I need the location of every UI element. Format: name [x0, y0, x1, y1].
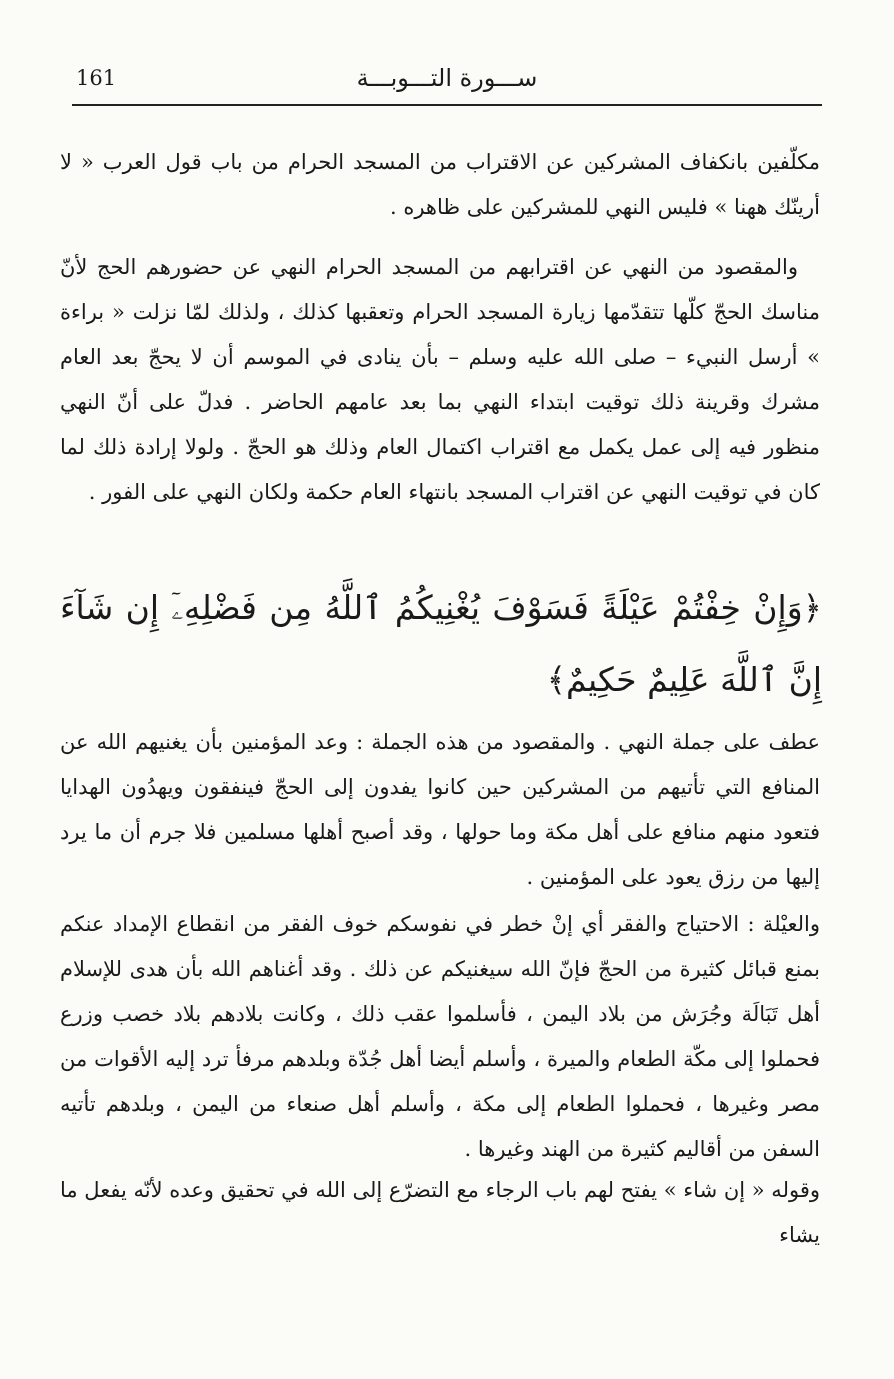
paragraph: والمقصود من النهي عن اقترابهم من المسجد الحرام النهي عن حضورهم الحج لأنّ مناسك الحجّ كلّها تتقدّمها زيارة المسجد الحرام وتعقبها كذلك ، ولذلك لمّا نزلت « براءة » أرسل النبيء – صلى الله عليه وسلم – بأن ينادى في الموسم أن لا يحجّ بعد العام مشرك وقرينة ذلك توقيت ابتداء النهي بما بعد عامهم الحاضر . فدلّ على أنّ النهي منظور فيه إلى عمل يكمل مع اقتراب اكتمال العام وذلك هو الحجّ . ولولا إرادة ذلك لما كان في توقيت النهي عن اقتراب المسجد بانتهاء العام حكمة ولكان النهي على الفور . — [60, 255, 820, 504]
paragraph: مكلّفين بانكفاف المشركين عن الاقتراب من المسجد الحرام من باب قول العرب « لا أرينّك ههنا » فليس النهي للمشركين على ظاهره . — [60, 150, 820, 219]
running-header — [76, 62, 818, 102]
header-rule — [72, 104, 822, 106]
quran-verse: ﴿وَإِنْ خِفْتُمْ عَيْلَةً فَسَوْفَ يُغْنِيكُمُ ٱللَّهُ مِن فَضْلِهِۦٓ إِن شَآءَ إِنَّ ٱللَّهَ عَلِيمٌ حَكِيمٌ﴾ — [60, 588, 822, 699]
page-number: 161 — [76, 66, 117, 90]
commentary-paragraph: وقوله « إن شاء » يفتح لهم باب الرجاء مع التضرّع إلى الله في تحقيق وعده لأنّه يفعل ما يشاء — [59, 1178, 820, 1247]
commentary-paragraph: والعيْلة : الاحتياج والفقر أي إنْ خطر في نفوسكم خوف الفقر من انقطاع الإمداد عنكم بمنع قبائل كثيرة من الحجّ فإنّ الله سيغنيكم عن ذلك . وقد أغناهم الله بأن هدى للإسلام أهل تَبَالَة وجُرَش من بلاد اليمن ، فأسلموا عقب ذلك ، وكانت بلادهم بلاد خصب وزرع فحملوا إلى مكّة الطعام والميرة ، وأسلم أيضا أهل جُدّة وبلدهم مرفأ ترد إليه الأقوات من مصر وغيرها ، فحملوا الطعام إلى مكة ، وأسلم أهل صنعاء من اليمن ، وبلدهم تأتيه السفن من أقاليم كثيرة من الهند وغيرها . — [60, 912, 820, 1161]
surah-title: ســـورة التـــوبـــة — [356, 64, 538, 92]
commentary-paragraph: عطف على جملة النهي . والمقصود من هذه الجملة : وعد المؤمنين بأن يغنيهم الله عن المنافع التي تأتيهم من المشركين حين كانوا يفدون إلى الحجّ فينفقون ويهدُون الهدايا فتعود منهم منافع على أهل مكة وما حولها ، وقد أصبح أهلها مسلمين فلا جرم أن ما يرد إليها من رزق يعود على المؤمنين . — [60, 730, 820, 889]
